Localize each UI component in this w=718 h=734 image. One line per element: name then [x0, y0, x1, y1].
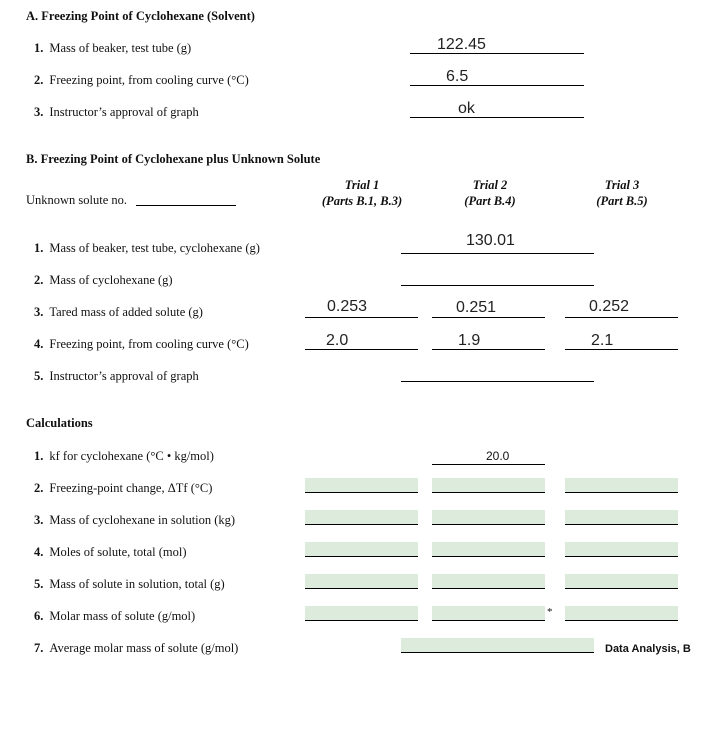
section-b-heading: B. Freezing Point of Cyclohexane plus Unknown Solute	[26, 152, 321, 166]
calc-field[interactable]	[305, 606, 418, 621]
calc-field[interactable]	[305, 478, 418, 493]
calc-field[interactable]	[565, 574, 678, 589]
beaker-tube-mass-value: 122.45	[437, 36, 486, 53]
unknown-solute-line[interactable]	[136, 205, 236, 206]
section-b-row-5	[34, 369, 199, 384]
calc-row-1	[34, 449, 214, 464]
trial-1-solute-mass-value: 0.253	[327, 298, 368, 315]
section-a-row-2	[34, 73, 249, 88]
calc-row-6	[34, 609, 195, 624]
answer-line[interactable]	[401, 381, 594, 382]
row-number: 1.	[34, 241, 44, 255]
section-b-row-4	[34, 337, 249, 352]
row-label: Freezing-point change, ΔTf (°C)	[49, 481, 213, 495]
row-number: 1.	[34, 41, 44, 55]
answer-line[interactable]	[565, 317, 678, 318]
row-label: Average molar mass of solute (g/mol)	[49, 641, 239, 655]
calc-field[interactable]	[432, 542, 545, 557]
row-number: 1.	[34, 449, 44, 463]
answer-line[interactable]	[565, 349, 678, 350]
calculations-heading: Calculations	[26, 416, 93, 430]
trial-2-solute-mass-value: 0.251	[456, 299, 497, 316]
row-label: Instructor’s approval of graph	[49, 105, 199, 119]
answer-line[interactable]	[401, 285, 594, 286]
answer-line[interactable]	[432, 317, 545, 318]
row-label: Mass of beaker, test tube (g)	[49, 41, 192, 55]
section-b-row-2	[34, 273, 173, 288]
solvent-freezing-point-value: 6.5	[446, 68, 469, 85]
row-label: Mass of solute in solution, total (g)	[49, 577, 225, 591]
answer-line[interactable]	[432, 464, 545, 465]
row-number: 3.	[34, 305, 44, 319]
approval-value: ok	[458, 100, 475, 117]
section-b-row-1	[34, 241, 260, 256]
trial-title: Trial 3	[604, 178, 640, 192]
row-label: Freezing point, from cooling curve (°C)	[49, 73, 249, 87]
row-label: Freezing point, from cooling curve (°C)	[49, 337, 249, 351]
beaker-tube-cyclohexane-mass-value: 130.01	[466, 232, 515, 249]
calc-row-3	[34, 513, 235, 528]
calc-field[interactable]	[432, 478, 545, 493]
row-number: 2.	[34, 273, 44, 287]
answer-line[interactable]	[305, 349, 418, 350]
trial-1-freezing-point-value: 2.0	[326, 332, 349, 349]
calc-row-2	[34, 481, 212, 496]
trial-subtitle: (Part B.4)	[464, 194, 516, 208]
kf-value: 20.0	[486, 449, 510, 463]
row-label: Mass of cyclohexane in solution (kg)	[49, 513, 236, 527]
row-label: Mass of beaker, test tube, cyclohexane (g)	[49, 241, 260, 255]
row-number: 2.	[34, 73, 44, 87]
calc-field[interactable]	[305, 510, 418, 525]
trial-subtitle: (Part B.5)	[596, 194, 648, 208]
calc-field[interactable]	[305, 542, 418, 557]
row-label: Tared mass of added solute (g)	[49, 305, 203, 319]
calc-row-5	[34, 577, 225, 592]
row-number: 7.	[34, 641, 44, 655]
row-label: Instructor’s approval of graph	[49, 369, 199, 383]
calc-row-4	[34, 545, 187, 560]
footer-label: Data Analysis, B	[605, 643, 691, 655]
answer-line[interactable]	[305, 317, 418, 318]
trial-3-freezing-point-value: 2.1	[591, 332, 614, 349]
answer-line[interactable]	[410, 85, 584, 86]
answer-line[interactable]	[410, 117, 584, 118]
row-number: 5.	[34, 369, 44, 383]
row-label: kf for cyclohexane (°C • kg/mol)	[49, 449, 214, 463]
answer-line[interactable]	[432, 349, 545, 350]
calc-field[interactable]	[432, 606, 545, 621]
row-number: 4.	[34, 545, 44, 559]
trial-title: Trial 2	[472, 178, 508, 192]
calc-field[interactable]	[565, 542, 678, 557]
calc-field[interactable]	[432, 574, 545, 589]
trial-2-header	[428, 177, 552, 209]
trial-3-header	[560, 177, 684, 209]
row-number: 6.	[34, 609, 44, 623]
unknown-solute-label: Unknown solute no.	[26, 193, 128, 207]
trial-1-header	[300, 177, 424, 209]
row-number: 4.	[34, 337, 44, 351]
calc-field[interactable]	[565, 606, 678, 621]
calc-field[interactable]	[401, 638, 594, 653]
row-label: Mass of cyclohexane (g)	[49, 273, 173, 287]
row-label: Moles of solute, total (mol)	[49, 545, 187, 559]
row-number: 5.	[34, 577, 44, 591]
row-number: 3.	[34, 513, 44, 527]
section-b-row-3	[34, 305, 203, 320]
calc-field[interactable]	[432, 510, 545, 525]
calc-field[interactable]	[565, 510, 678, 525]
row-number: 3.	[34, 105, 44, 119]
section-a-row-1	[34, 41, 191, 56]
calc-field[interactable]	[565, 478, 678, 493]
row-label: Molar mass of solute (g/mol)	[49, 609, 196, 623]
trial-subtitle: (Parts B.1, B.3)	[321, 194, 403, 208]
section-a-row-3	[34, 105, 199, 120]
trial-3-solute-mass-value: 0.252	[589, 298, 630, 315]
answer-line[interactable]	[401, 253, 594, 254]
calc-field[interactable]	[305, 574, 418, 589]
section-a-heading: A. Freezing Point of Cyclohexane (Solvent)	[26, 9, 255, 23]
asterisk-note: *	[547, 606, 553, 618]
calc-row-7	[34, 641, 238, 656]
row-number: 2.	[34, 481, 44, 495]
trial-title: Trial 1	[344, 178, 380, 192]
trial-2-freezing-point-value: 1.9	[458, 332, 481, 349]
